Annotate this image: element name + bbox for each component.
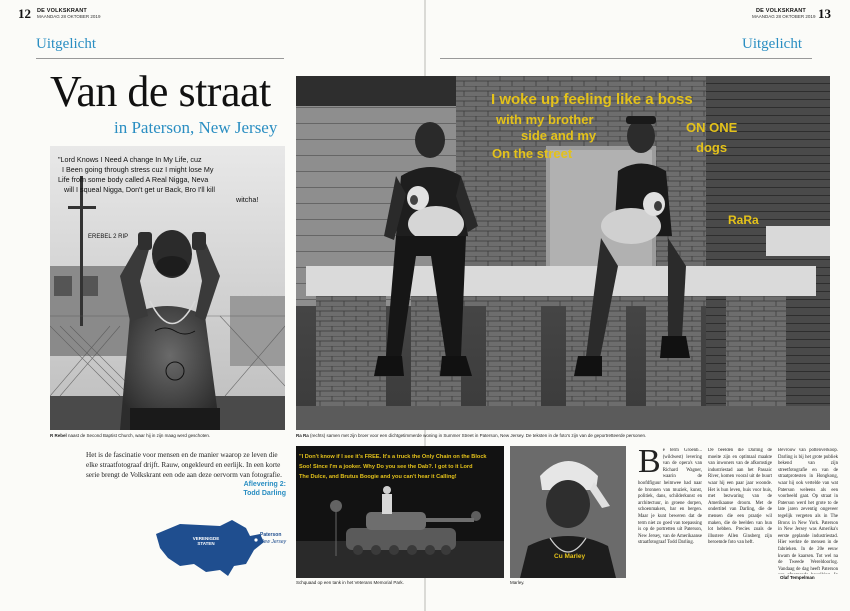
map-country-label: VERENIGDE STATEN xyxy=(192,536,220,546)
left-header-rule xyxy=(36,58,284,59)
series-label: Aflevering 2: xyxy=(243,481,286,488)
paterson-marker xyxy=(254,538,258,542)
right-section-label: Uitgelicht xyxy=(742,36,802,52)
photo-rebel xyxy=(50,146,285,430)
right-page-date: MAANDAG 28 OKTOBER 2019 xyxy=(752,14,816,19)
left-page-number: 12 xyxy=(18,6,31,21)
caption-marley: Marley. xyxy=(510,580,525,585)
us-map-shape xyxy=(156,520,264,576)
dropcap: B xyxy=(638,448,661,480)
rara-handwriting-line-7: RaRa xyxy=(728,213,759,227)
rara-handwriting-line-4: On the street xyxy=(492,146,573,161)
locator-map xyxy=(150,514,290,589)
tank-handwriting-line-3: The Dulce, and Brutus Boogie and you can't hear it Calling! xyxy=(299,474,457,480)
marley-handwriting: Cu Marley xyxy=(554,553,586,560)
rebel-sign-text: EREBEL 2 RIP xyxy=(88,234,129,240)
rara-handwriting-line-6: dogs xyxy=(696,140,728,155)
article-intro: Het is de fascinatie voor mensen en de manier waarop ze leven die elke straatfotograaf drijft. Rauw, ongekleurd en eerlijk. In een korte serie brengt de Volkskrant een ode aan deze oervorm van fotografie. xyxy=(86,451,282,479)
series-credit xyxy=(220,481,286,498)
map-city-label: Paterson xyxy=(260,532,282,538)
photo-tank xyxy=(296,446,504,578)
right-header-rule xyxy=(440,58,812,59)
rebel-handwriting-line-2: I Been going through stress cuz I might lose My xyxy=(62,165,214,174)
tank-handwriting-line-1: "I Don't know if I see it's FREE. It's a truck the Only Chain on the Block xyxy=(299,454,487,460)
rara-handwriting-line-5: ON ONE xyxy=(686,120,738,135)
series-author: Todd Darling xyxy=(243,489,286,497)
right-paper-name: DE VOLKSKRANT xyxy=(756,8,806,14)
tank-handwriting-line-2: Soo! Since I'm a jooker. Why Do you see the Dab?. I got to it Lord xyxy=(299,464,473,470)
rebel-handwriting-line-1: "Lord Knows I Need A change In My Life, cuz xyxy=(58,155,202,164)
body-column-3: Bevrouw van pottenverkoop. Darling is bij het grote publiek bekend van zijn streetfotografie en van de straatprotesten in Hongkong, waar hij ook vertelde van wat Paterson weleens als een voorbeeld gaat. Op straat in Paterson werd het grote to de late jaren zeventig ongeveer tegelijk vergeten als in The Bronx in New York. Paterson in New Jersey was Amerika's eerste geplande industriestad. Hier werkte de mensen in de fabrieken. In de 20e eeuw kwam de kaarsen. Tot wel na de Tweede Wereldoorlog. Vandaag de dag heeft Paterson xyxy=(778,448,838,572)
rara-handwriting-line-3: side and my xyxy=(521,128,597,143)
left-section-label: Uitgelicht xyxy=(36,36,96,52)
right-page-number: 13 xyxy=(818,6,831,21)
body-column-2: De beelden die Darling de moeite zijn en optimaal maakte van inwoners van de afkomstige industriestad aan het Passaic River, komen vooral uit de buurt waar hij een paar jaar woonde. Het is hun leven, huis voor huis, met bezwaring van de Amerikaanse droom. Met de ondertitel van Darling, die de mensen die een praatje wil maken, die de beelden van hun lot hebben. Precies zoals de illustere Allen Ginsberg zijn beroemde foto van heft. xyxy=(708,448,772,546)
body-column-1: Be term Groenb... (wildwest) levering van de opera's van Richard Wagner, waarin de hoofdfiguur heimwee had naar de bronnen van muziek, kunst, politiek, dans, schilderkunst en architectuur, in groene dorpen, schoenmakers, bar en bergen. Maar je kunt beweren dat de term niet zo goed van toepassing is op de portretten uit Paterson, New Jersey, van de Amerikaanse straatfotograaf Todd Darling. xyxy=(638,448,702,546)
photo-marley xyxy=(510,446,626,578)
article-headline: Van de straat xyxy=(50,67,271,116)
left-paper-name: DE VOLKSKRANT xyxy=(37,8,87,14)
rebel-handwriting-line-5: witcha! xyxy=(236,195,259,204)
map-state-label: New Jersey xyxy=(260,539,287,545)
left-page-date: MAANDAG 28 OKTOBER 2019 xyxy=(37,14,101,19)
rara-handwriting-line-2: with my brother xyxy=(496,112,594,127)
caption-rebel: R Rebel naast de Second Baptist Church, waar hij in zijn maag werd geschoten. xyxy=(50,433,211,438)
photo-rara xyxy=(296,76,830,430)
caption-tank: Schquaad op een tank in het Veterans Memorial Park. xyxy=(296,580,404,585)
byline: Olaf Tempelman xyxy=(780,575,815,580)
rara-handwriting-line-1: I woke up feeling like a boss xyxy=(491,91,693,108)
rebel-handwriting-line-3: Life from some body called A Real Nigga, Neva xyxy=(58,175,209,184)
caption-rara: Ra Ra (rechts) samen met zijn broer voor een dichtgetimmerde woning in Summer Street in Paterson, New Jersey. De teksten in de foto's zijn van de geportretteerde personen. xyxy=(296,433,647,438)
rebel-handwriting-line-4: will I squeal Nigga, Don't get ur Back, Bro I'll kill xyxy=(64,185,215,194)
article-subhead: in Paterson, New Jersey xyxy=(114,118,278,137)
